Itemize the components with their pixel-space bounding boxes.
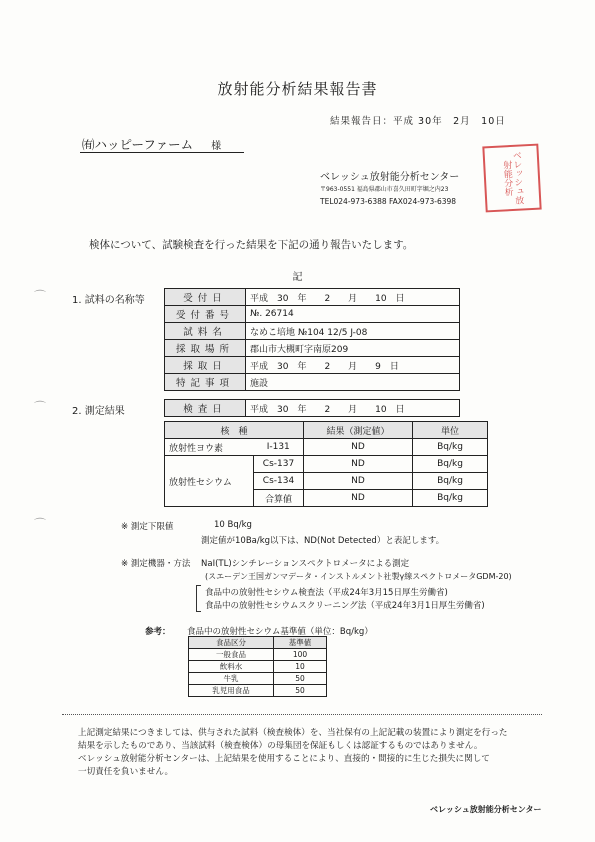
- iodine-group: 放射性ヨウ素: [165, 439, 254, 456]
- sample-info-key: 受付日: [165, 289, 246, 306]
- ref-header-category: 食品区分: [189, 637, 274, 649]
- page-title: 放射能分析結果報告書: [217, 80, 378, 98]
- iodine-nuclide: I-131: [253, 439, 303, 456]
- inspection-date-table: [164, 399, 460, 417]
- reference-row: [189, 649, 327, 661]
- cesium-unit: Bq/kg: [413, 456, 488, 473]
- limit-value: 10 Bq/kg: [214, 520, 252, 530]
- reference-value: 100: [274, 649, 327, 661]
- sample-info-row: [165, 289, 460, 306]
- margin-mark: ⌒: [34, 289, 47, 303]
- cesium-result: ND: [304, 473, 413, 490]
- client-block: [82, 135, 221, 153]
- sample-info-key: 特記事項: [165, 374, 246, 391]
- sample-info-value: 郡山市大槻町字南原209: [246, 340, 460, 357]
- lab-address: 〒963-0551 福島県郡山市喜久田町字堀之内23: [320, 186, 449, 193]
- method-line-3: 食品中の放射性セシウム検査法（平成24年3月15日厚生労働省): [205, 588, 448, 598]
- disclaimer-line: 一切責任を負いません。: [78, 767, 174, 777]
- sample-info-row: [165, 323, 460, 340]
- lab-name: ベレッシュ放射能分析センター: [320, 172, 460, 183]
- sample-info-row: [165, 306, 460, 323]
- method-label: ※ 測定機器・方法: [121, 559, 191, 569]
- header-unit: 単位: [413, 422, 488, 439]
- cesium-total-result: ND: [304, 490, 413, 507]
- sample-info-row: [165, 340, 460, 357]
- reference-row: [189, 661, 327, 673]
- method-line-1: NaI(TL)シンチレーションスペクトロメータによる測定: [201, 559, 410, 569]
- inspect-key: 検査日: [165, 400, 246, 417]
- iodine-result: ND: [304, 439, 413, 456]
- lab-tel: TEL024-973-6388 FAX024-973-6398: [320, 197, 457, 206]
- client-suffix: 様: [211, 141, 222, 152]
- cesium-total-unit: Bq/kg: [413, 490, 488, 507]
- reference-category: 乳児用食品: [189, 685, 274, 697]
- sample-info-key: 採取日: [165, 357, 246, 374]
- limit-label: ※ 測定下限値: [121, 522, 174, 532]
- inspect-value: 平成 30 年 2 月 10 日: [246, 400, 460, 417]
- reference-value: 50: [274, 673, 327, 685]
- reference-caption: 食品中の放射性セシウム基準値（単位：Bq/kg）: [187, 627, 373, 637]
- cesium-unit: Bq/kg: [413, 473, 488, 490]
- margin-mark: ⌒: [34, 400, 47, 414]
- disclaimer: [78, 727, 538, 779]
- cesium-total: 合算値: [253, 490, 303, 507]
- reference-row: [189, 673, 327, 685]
- reference-row: [189, 685, 327, 697]
- reference-category: 一般食品: [189, 649, 274, 661]
- sample-info-value: 平成 30 年 2 月 9 日: [246, 357, 460, 374]
- disclaimer-line: ベレッシュ放射能分析センターは、上記結果を使用することにより、直接的・間接的に生じた損失に関して: [78, 754, 490, 764]
- sample-info-value: №. 26714: [246, 306, 460, 323]
- disclaimer-line: 上記測定結果につきましては、供与された試料（検査検体）を、当社保有の上記記載の装置により測定を行った: [78, 728, 508, 738]
- margin-mark: ⌒: [34, 517, 47, 531]
- client-underline: [80, 152, 244, 153]
- company-seal-stamp: ベレッシュ放射能分析: [482, 144, 541, 213]
- method-line-4: 食品中の放射性セシウムスクリーニング法（平成24年3月1日厚生労働省): [205, 601, 485, 611]
- cesium-result: ND: [304, 456, 413, 473]
- method-bracket: [196, 585, 201, 612]
- cesium-nuclide: Cs-134: [253, 473, 303, 490]
- section2-label: 2. 測定結果: [72, 406, 125, 417]
- sample-info-value: 施設: [246, 374, 460, 391]
- reference-category: 飲料水: [189, 661, 274, 673]
- iodine-unit: Bq/kg: [413, 439, 488, 456]
- sample-info-value: 平成 30 年 2 月 10 日: [246, 289, 460, 306]
- reference-label: 参考：: [145, 627, 171, 637]
- section1-label: 1. 試料の名称等: [72, 295, 145, 306]
- client-name: ㈲ハッピーファーム: [82, 137, 194, 152]
- sample-info-table: [164, 288, 460, 391]
- divider-line: [62, 714, 542, 715]
- reference-value: 50: [274, 685, 327, 697]
- limit-description: 測定値が10Ba/kg以下は、ND(Not Detected）と表記します。: [201, 536, 445, 546]
- ki-heading: 記: [292, 272, 303, 283]
- reference-value: 10: [274, 661, 327, 673]
- reference-table: [188, 636, 327, 697]
- sample-info-key: 試料名: [165, 323, 246, 340]
- results-table: [164, 421, 488, 507]
- footer-lab-name: ベレッシュ放射能分析センター: [430, 805, 542, 814]
- header-nuclide: 核 種: [165, 422, 304, 439]
- sample-info-value: なめこ培地 №104 12/5 J-08: [246, 323, 460, 340]
- cesium-group: 放射性セシウム: [165, 456, 254, 507]
- header-result: 結果（測定値）: [304, 422, 413, 439]
- sample-info-key: 受付番号: [165, 306, 246, 323]
- cesium-nuclide: Cs-137: [253, 456, 303, 473]
- reference-category: 牛乳: [189, 673, 274, 685]
- sample-info-row: [165, 374, 460, 391]
- intro-text: 検体について、試験検査を行った結果を下記の通り報告いたします。: [89, 239, 414, 251]
- sample-info-row: [165, 357, 460, 374]
- report-date: 結果報告日：平成 30年 2月 10日: [330, 116, 506, 127]
- sample-info-key: 採取場所: [165, 340, 246, 357]
- ref-header-value: 基準値: [274, 637, 327, 649]
- disclaimer-line: 結果を示したものであり、当該試料（検査検体）の母集団を保証もしくは認証するものではありません。: [78, 741, 483, 751]
- method-line-2: (スエーデン王国ガンマデータ・インストルメント社製γ線スペクトロメータGDM-20): [205, 572, 512, 581]
